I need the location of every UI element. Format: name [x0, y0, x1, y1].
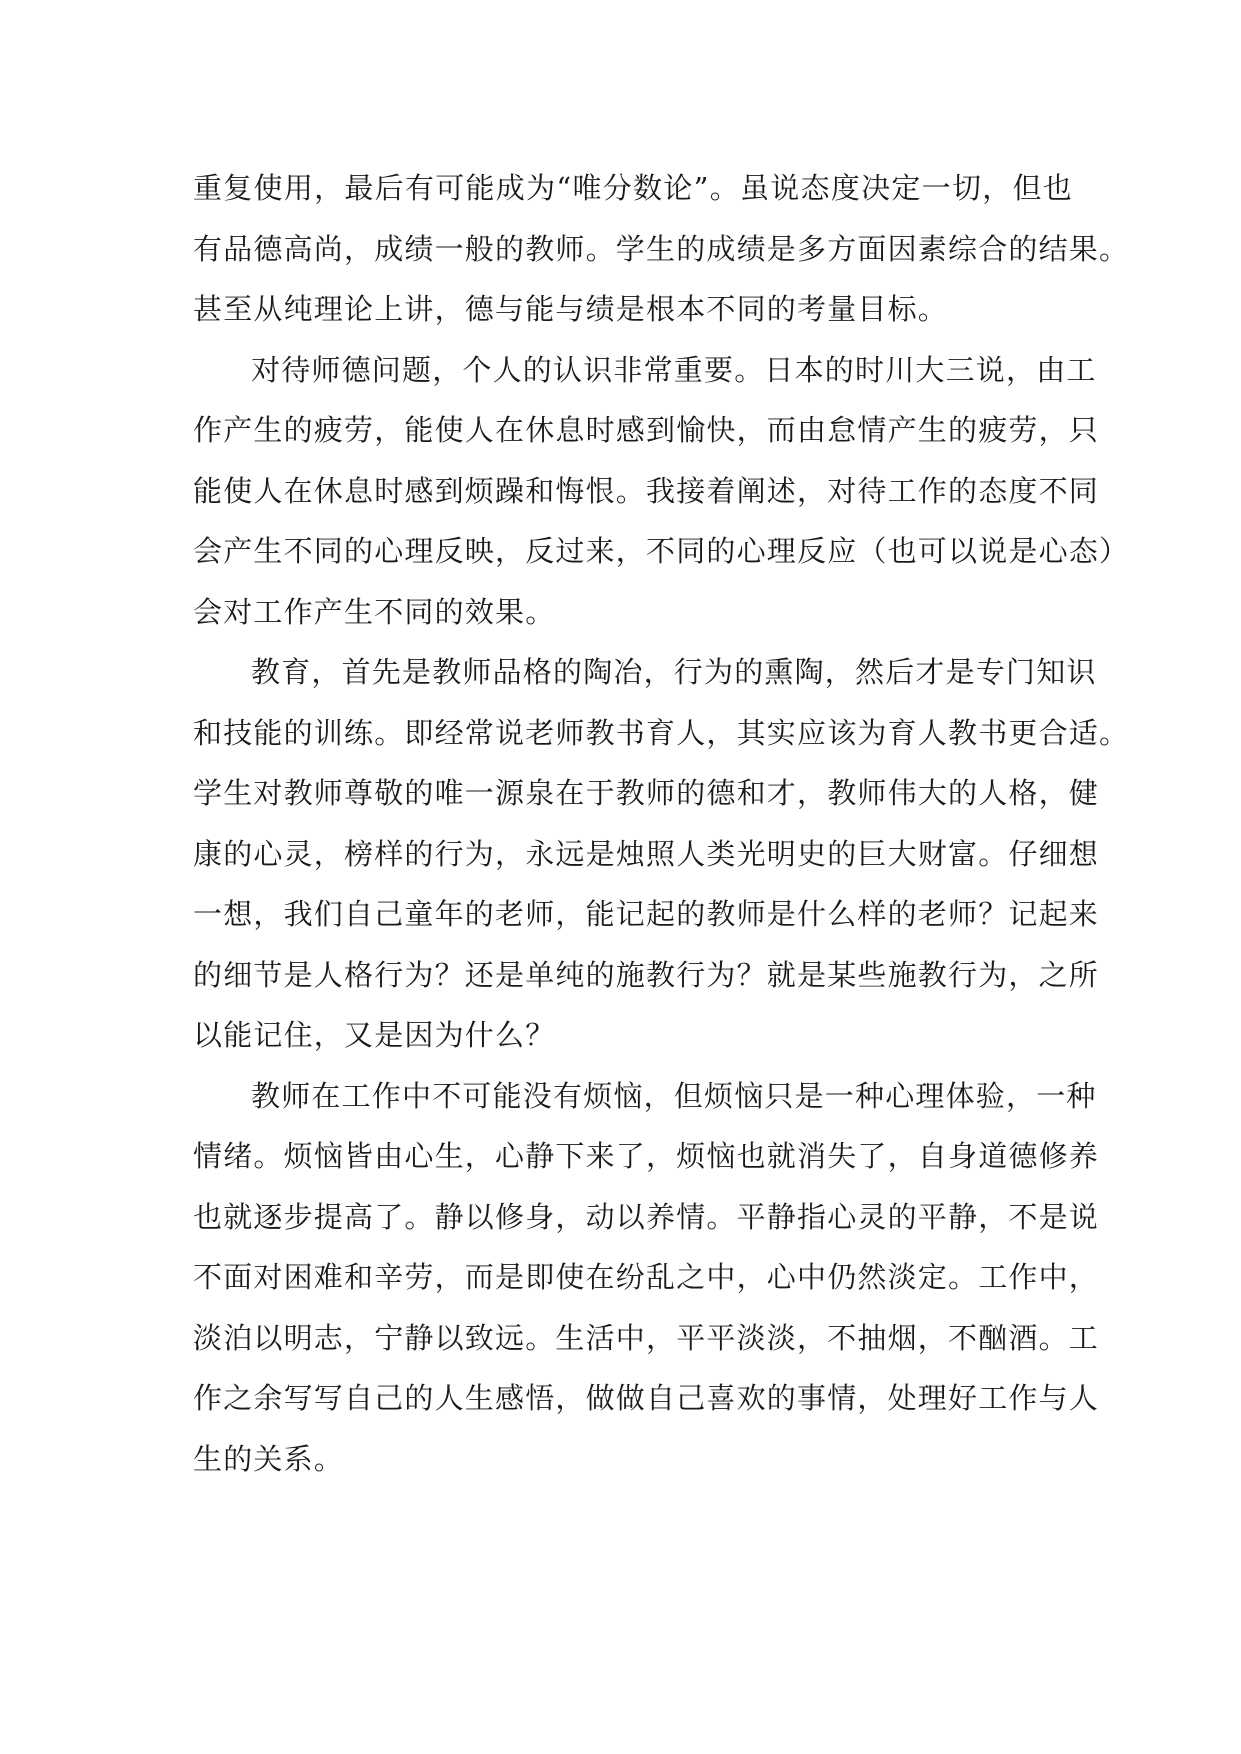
- text-line: 的细节是人格行为？还是单纯的施教行为？就是某些施教行为，之所: [193, 957, 1100, 992]
- text-line: 和技能的训练。即经常说老师教书育人，其实应该为育人教书更合适。: [193, 715, 1130, 750]
- text-line: 教育，首先是教师品格的陶冶，行为的熏陶，然后才是专门知识: [251, 655, 1097, 689]
- text-line: 会对工作产生不同的效果。: [193, 594, 556, 629]
- text-line: 对待师德问题，个人的认识非常重要。日本的时川大三说，由工: [251, 352, 1097, 387]
- text-line: 甚至从纯理论上讲，德与能与绩是根本不同的考量目标。: [193, 292, 949, 326]
- text-line: 康的心灵，榜样的行为，永远是烛照人类光明史的巨大财富。仔细想: [193, 836, 1100, 871]
- text-line: 淡泊以明志，宁静以致远。生活中，平平淡淡，不抽烟，不酗酒。工: [193, 1320, 1100, 1355]
- text-line: 情绪。烦恼皆由心生，心静下来了，烦恼也就消失了，自身道德修养: [193, 1139, 1100, 1173]
- text-line: 作产生的疲劳，能使人在休息时感到愉快，而由怠情产生的疲劳，只: [193, 413, 1100, 447]
- text-line: 生的关系。: [193, 1441, 345, 1476]
- text-line: 一想，我们自己童年的老师，能记起的教师是什么样的老师？记起来: [193, 897, 1100, 931]
- text-line: 能使人在休息时感到烦躁和悔恨。我接着阐述，对待工作的态度不同: [193, 473, 1100, 508]
- text-line: 也就逐步提高了。静以修身，动以养情。平静指心灵的平静，不是说: [193, 1199, 1100, 1234]
- text-line: 作之余写写自己的人生感悟，做做自己喜欢的事情，处理好工作与人: [193, 1381, 1100, 1415]
- text-line: 有品德高尚，成绩一般的教师。学生的成绩是多方面因素综合的结果。: [193, 231, 1130, 266]
- text-line: 教师在工作中不可能没有烦恼，但烦恼只是一种心理体验，一种: [251, 1078, 1097, 1113]
- text-line: 学生对教师尊敬的唯一源泉在于教师的德和才，教师伟大的人格，健: [193, 776, 1100, 810]
- text-line: 不面对困难和辛劳，而是即使在纷乱之中，心中仍然淡定。工作中，: [193, 1260, 1100, 1294]
- document-body: [193, 158, 1130, 1489]
- text-line: 以能记住，又是因为什么？: [193, 1018, 556, 1052]
- text-line: 会产生不同的心理反映，反过来，不同的心理反应（也可以说是心态）: [193, 534, 1130, 568]
- text-line: 重复使用，最后有可能成为“唯分数论”。虽说态度决定一切，但也: [193, 171, 1073, 205]
